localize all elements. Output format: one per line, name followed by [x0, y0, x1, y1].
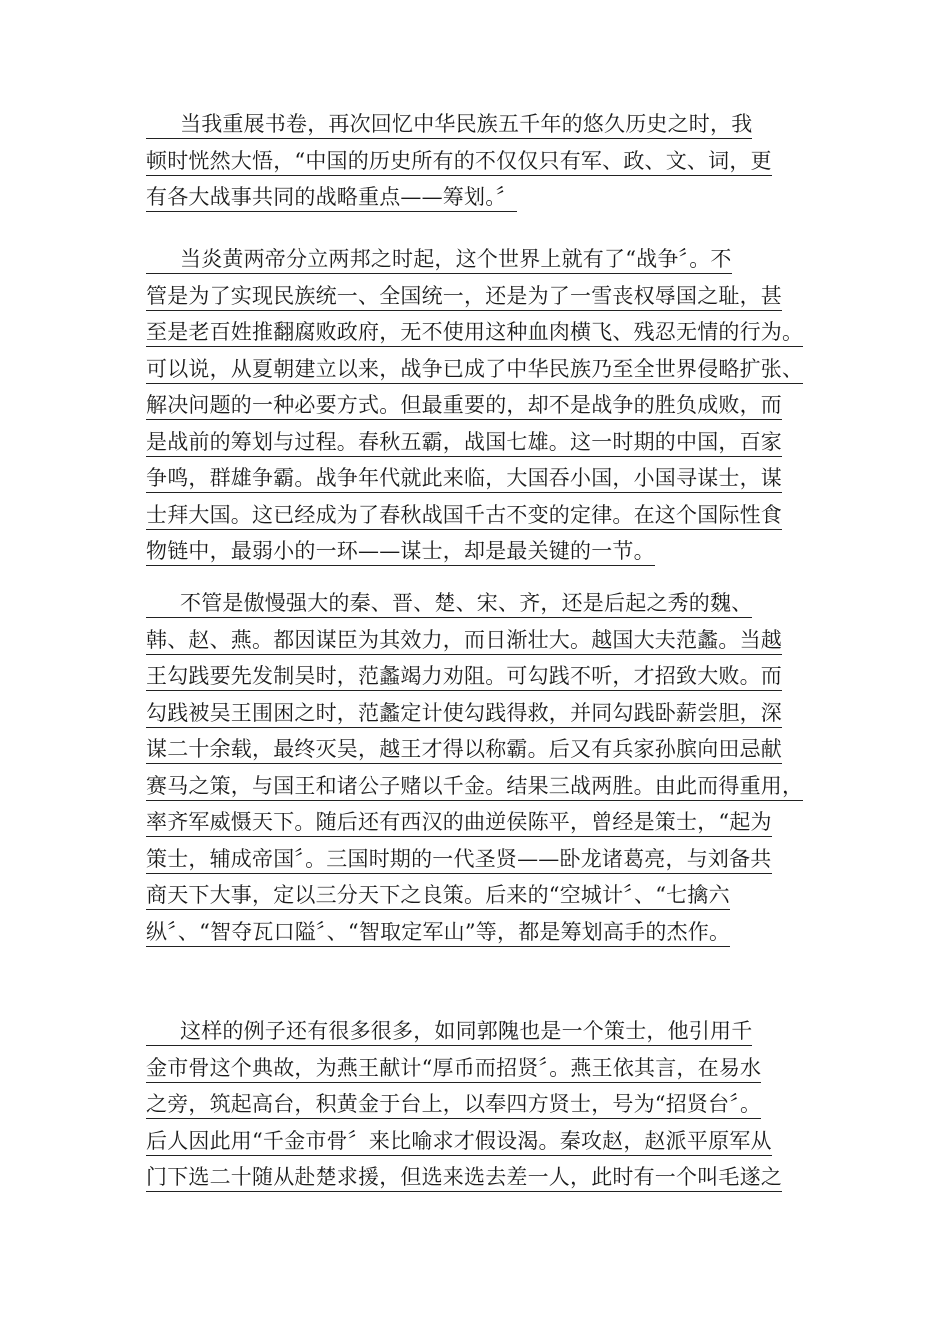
paragraph-line — [146, 541, 826, 578]
paragraph-line — [146, 739, 826, 776]
line-text: 之旁，筑起高台，积黄金于台上，以奉四方贤士，号为“招贤台〞。 — [146, 1094, 761, 1119]
paragraph-line — [146, 1094, 826, 1131]
line-text: 韩、赵、燕。都因谋臣为其效力，而日渐壮大。越国大夫范蠡。当越 — [146, 630, 782, 655]
line-text: 后人因此用“千金市骨〞来比喻求才假设渴。秦攻赵，赵派平原军从 — [146, 1131, 772, 1156]
paragraph-line — [146, 593, 826, 630]
line-text: 勾践被吴王围困之时，范蠡定计使勾践得救，并同勾践卧薪尝胆，深 — [146, 703, 782, 728]
line-text: 至是老百姓推翻腐败政府，无不使用这种血肉横飞、残忍无情的行为。 — [146, 322, 803, 347]
line-text: 不管是傲慢强大的秦、晋、楚、宋、齐，还是后起之秀的魏、 — [146, 593, 752, 618]
paragraph-line — [146, 919, 826, 959]
paragraph-line — [146, 356, 826, 396]
paragraph-line — [146, 187, 826, 224]
paragraph-line — [146, 773, 826, 813]
paragraph-line — [146, 148, 826, 188]
paragraph-line — [146, 1021, 826, 1058]
paragraph-line — [146, 395, 826, 432]
line-text: 谋二十余载，最终灭吴，越王才得以称霸。后又有兵家孙膑向田忌献 — [146, 739, 782, 764]
paragraph-line — [146, 1128, 826, 1168]
paragraph-line — [146, 283, 826, 323]
line-text: 率齐军威慑天下。随后还有西汉的曲逆侯陈平，曾经是策士，“起为 — [146, 812, 772, 837]
line-text: 纵〞、“智夺瓦口隘〞、“智取定军山”等，都是筹划高手的杰作。 — [146, 922, 730, 947]
paragraph-line — [146, 429, 826, 469]
line-text: 士拜大国。这已经成为了春秋战国千古不变的定律。在这个国际性食 — [146, 505, 782, 530]
line-text: 当我重展书卷，再次回忆中华民族五千年的悠久历史之时，我 — [146, 114, 752, 139]
line-text: 有各大战事共同的战略重点——筹划。〞 — [146, 187, 517, 212]
paragraph-line — [146, 627, 826, 667]
line-text: 解决问题的一种必要方式。但最重要的，却不是战争的胜负成败，而 — [146, 395, 782, 420]
line-text: 门下选二十随从赴楚求援，但选来选去差一人，此时有一个叫毛遂之 — [146, 1167, 782, 1192]
paragraph-line — [146, 502, 826, 542]
paragraph-1 — [146, 114, 826, 224]
paragraph-line — [146, 885, 826, 922]
paragraph-line — [146, 812, 826, 849]
paragraph-line — [146, 666, 826, 703]
line-text: 这样的例子还有很多很多，如同郭隗也是一个策士，他引用千 — [146, 1021, 752, 1046]
paragraph-line — [146, 114, 826, 151]
line-text: 金市骨这个典故，为燕王献计“厚币而招贤〞。燕王依其言，在易水 — [146, 1058, 761, 1083]
paragraph-4 — [146, 1021, 826, 1204]
paragraph-line — [146, 846, 826, 886]
line-text: 可以说，从夏朝建立以来，战争已成了中华民族乃至全世界侵略扩张、 — [146, 359, 803, 384]
line-text: 争鸣，群雄争霸。战争年代就此来临，大国吞小国，小国寻谋士，谋 — [146, 468, 782, 493]
line-text: 顿时恍然大悟，“中国的历史所有的不仅仅只有军、政、文、词，更 — [146, 151, 772, 176]
line-text: 商天下大事，定以三分天下之良策。后来的“空城计〞、“七擒六 — [146, 885, 730, 910]
paragraph-line — [146, 322, 826, 359]
line-text: 王勾践要先发制吴时，范蠡竭力劝阻。可勾践不听，才招致大败。而 — [146, 666, 782, 691]
line-text: 管是为了实现民族统一、全国统一，还是为了一雪丧权辱国之耻，甚 — [146, 286, 782, 311]
paragraph-line — [146, 700, 826, 740]
paragraph-line — [146, 468, 826, 505]
line-text: 是战前的筹划与过程。春秋五霸，战国七雄。这一时期的中国，百家 — [146, 432, 782, 457]
line-text: 赛马之策，与国王和诸公子赌以千金。结果三战两胜。由此而得重用， — [146, 776, 803, 801]
line-text: 物链中，最弱小的一环——谋士，却是最关键的一节。 — [146, 541, 655, 566]
paragraph-3 — [146, 593, 826, 958]
paragraph-line — [146, 249, 826, 286]
paragraph-line — [146, 1055, 826, 1095]
paragraph-line — [146, 1167, 826, 1204]
line-text: 当炎黄两帝分立两邦之时起，这个世界上就有了“战争〞。不 — [146, 249, 732, 274]
paragraph-2 — [146, 249, 826, 578]
line-text: 策士，辅成帝国〞。三国时期的一代圣贤——卧龙诸葛亮，与刘备共 — [146, 849, 772, 874]
